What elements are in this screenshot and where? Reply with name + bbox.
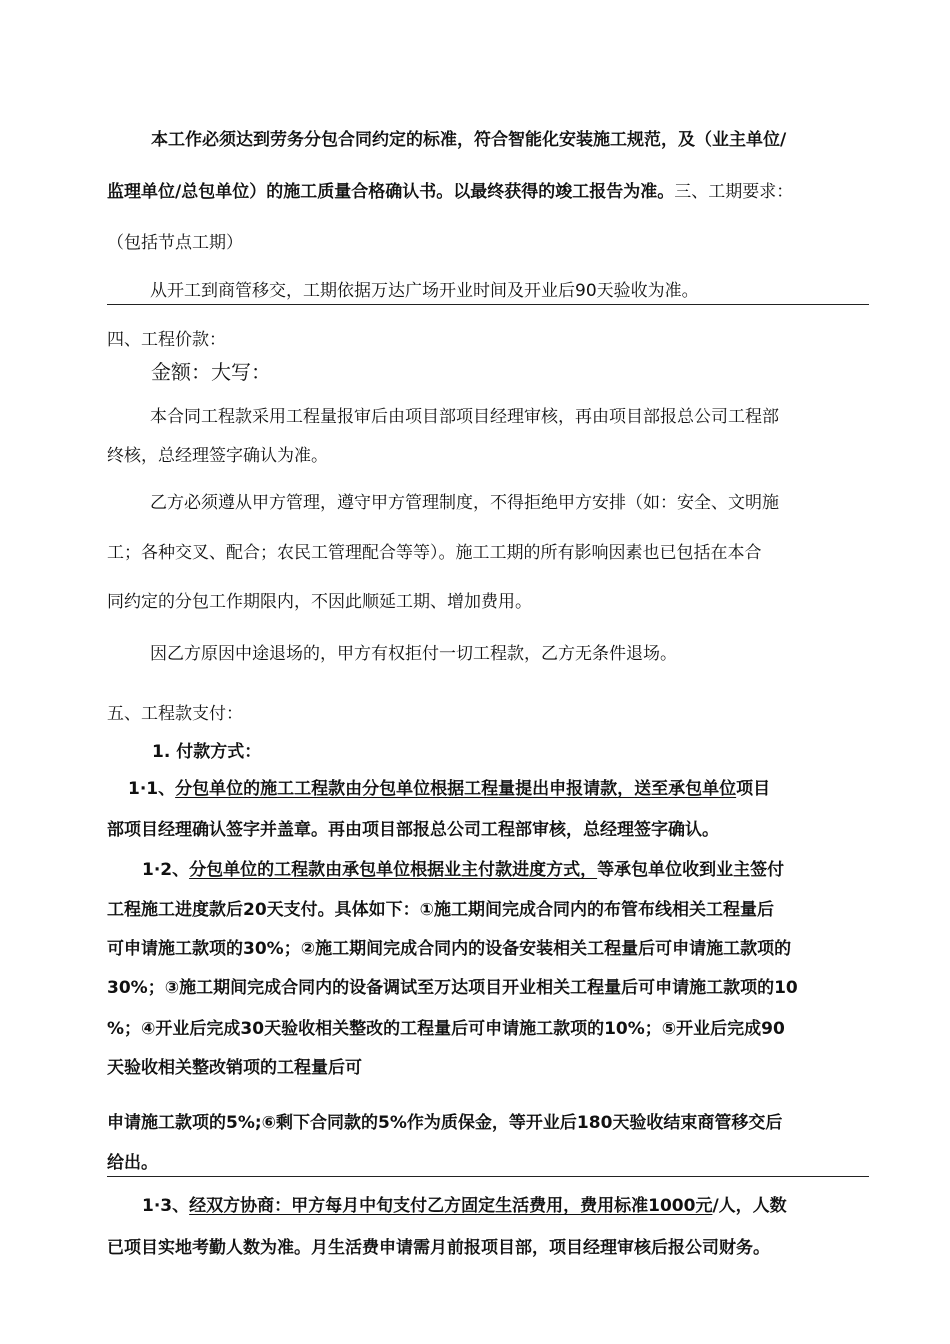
item-1-2-line4: 30%；③施工期间完成合同内的设备调试至万达项目开业相关工程量后可申请施工款项的10 [107,978,798,998]
divider-rule [107,304,869,305]
para1-line2-bold: 监理单位/总包单位）的施工质量合格确认书。以最终获得的竣工报告为准。 [107,182,675,202]
para1-line3: （包括节点工期） [107,233,243,253]
schedule-line: 从开工到商管移交，工期依据万达广场开业时间及开业后90天验收为准。 [150,281,699,301]
item-1-2-line3: 可申请施工款项的30%；②施工期间完成合同内的设备安装相关工程量后可申请施工款项的 [107,939,792,959]
section4-heading: 四、工程价款： [107,330,226,350]
item-1-2-line6: 天验收相关整改销项的工程量后可 [107,1058,362,1078]
section3-heading: 三、工期要求： [674,182,794,202]
s4-para2-line2: 工；各种交叉、配合；农民工管理配合等等）。施工工期的所有影响因素也已包括在本合 [107,543,762,563]
s4-para2-line1: 乙方必须遵从甲方管理，遵守甲方管理制度，不得拒绝甲方安排（如：安全、文明施 [150,493,779,513]
item-1-1-number: 1·1、 [128,779,176,799]
para1-line2 [107,180,793,204]
item-1-2-line8: 给出。 [107,1153,158,1173]
item-1-3-number: 1·3、 [142,1196,190,1216]
item-1-3-underlined: 经双方协商：甲方每月中旬支付乙方固定生活费用，费用标准1000元 [189,1196,713,1216]
item-1-2-line2: 工程施工进度款后20天支付。具体如下：①施工期间完成合同内的布管布线相关工程量后 [107,900,775,920]
payment-method-heading: 1. 付款方式： [152,742,262,762]
item-1-1-tail: 项目 [736,779,771,799]
s4-para2-line3: 同约定的分包工作期限内，不因此顺延工期、增加费用。 [107,592,532,612]
item-1-2-line7: 申请施工款项的5%;⑥剩下合同款的5%作为质保金，等开业后180天验收结束商管移交后 [107,1113,783,1133]
item-1-3-tail: /人，人数 [712,1196,787,1216]
item-1-2-underlined: 分包单位的工程款由承包单位根据业主付款进度方式， [189,860,598,880]
item-1-2-number: 1·2、 [142,860,190,880]
item-1-1-underlined: 分包单位的施工工程款由分包单位根据工程量提出申报请款，送至承包单位 [175,779,737,799]
para1-line1: 本工作必须达到劳务分包合同约定的标准，符合智能化安装施工规范，及（业主单位/ [151,130,787,150]
section5-heading: 五、工程款支付： [107,704,243,724]
s4-para1-line1: 本合同工程款采用工程量报审后由项目部项目经理审核，再由项目部报总公司工程部 [150,407,779,427]
s4-para1-line2: 终核，总经理签字确认为准。 [107,446,328,466]
item-1-3-line1 [142,1194,787,1218]
s4-para3: 因乙方原因中途退场的，甲方有权拒付一切工程款，乙方无条件退场。 [150,644,677,664]
item-1-2-line1 [142,858,784,882]
divider-rule-2 [107,1176,869,1177]
item-1-2-line5: %；④开业后完成30天验收相关整改的工程量后可申请施工款项的10%；⑤开业后完成90 [107,1019,785,1039]
item-1-2-tail: 等承包单位收到业主签付 [597,860,785,880]
item-1-1-line2: 部项目经理确认签字并盖章。再由项目部报总公司工程部审核，总经理签字确认。 [107,820,719,840]
item-1-3-line2: 已项目实地考勤人数为准。月生活费申请需月前报项目部，项目经理审核后报公司财务。 [107,1238,770,1258]
amount-label: 金额：大写： [151,360,271,384]
item-1-1-line1 [128,777,770,801]
